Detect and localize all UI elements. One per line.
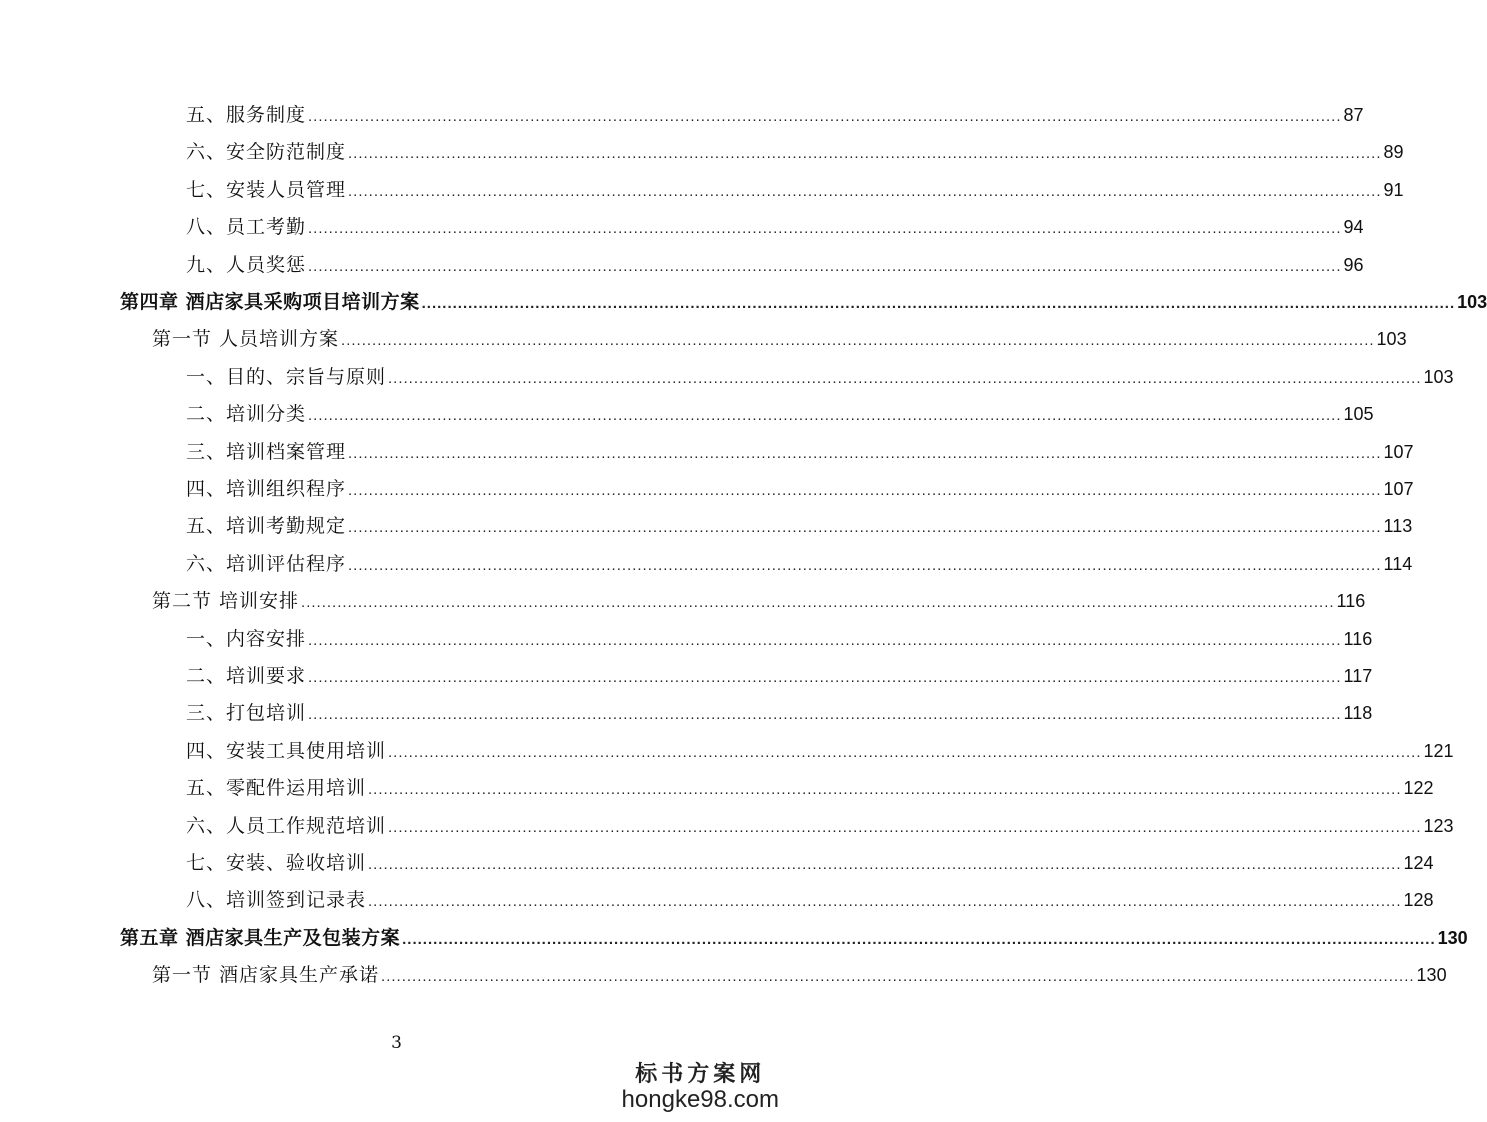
toc-entry-page: 123 [1423,815,1454,836]
toc-entry-page: 103 [1376,329,1407,350]
toc-entry-title: 七、安装、验收培训 [186,852,367,874]
toc-dot-leader: ........................................................................................................................................................................................................ [301,594,1335,612]
toc-entry-page: 121 [1423,740,1454,761]
toc-entry-page: 91 [1383,179,1404,200]
toc-item-row[interactable] [186,437,1414,467]
toc-entry-title: 第四章 酒店家具采购项目培训方案 [120,291,420,313]
toc-dot-leader: ........................................................................................................................................................................................................ [308,220,1342,238]
toc-dot-leader: ........................................................................................................................................................................................................ [368,856,1402,873]
toc-entry-page: 113 [1383,516,1413,537]
toc-entry-page: 122 [1403,778,1434,799]
toc-dot-leader: ........................................................................................................................................................................................................ [308,669,1342,686]
toc-entry-page: 128 [1403,890,1434,911]
toc-dot-leader: ........................................................................................................................................................................................................ [388,818,1422,836]
toc-dot-leader: ........................................................................................................................................................................................................ [308,631,1342,649]
toc-item-row[interactable] [186,624,1373,654]
toc-dot-leader: ........................................................................................................................................................................................................ [368,893,1402,911]
toc-entry-page: 94 [1343,217,1364,238]
toc-item-row[interactable] [186,811,1454,841]
toc-entry-title: 六、培训评估程序 [186,552,347,575]
toc-entry-title: 二、培训分类 [186,403,307,426]
watermark-url: hongke98.com [621,1086,779,1113]
toc-entry-page: 103 [1457,292,1487,312]
toc-entry-page: 107 [1383,479,1414,499]
toc-entry-page: 118 [1343,703,1373,724]
toc-item-row[interactable] [186,100,1364,130]
toc-dot-leader: ........................................................................................................................................................................................................ [308,257,1342,275]
toc-entry-title: 第二节 培训安排 [152,590,300,613]
toc-entry-title: 一、目的、宗旨与原则 [186,365,387,388]
toc-entry-page: 105 [1343,404,1374,425]
toc-entry-title: 四、培训组织程序 [186,478,347,500]
toc-chapter-row[interactable] [120,923,1468,953]
toc-item-row[interactable] [186,137,1404,167]
toc-dot-leader: ........................................................................................................................................................................................................ [308,407,1342,425]
toc-entry-title: 五、培训考勤规定 [186,515,347,538]
toc-entry-page: 130 [1437,927,1468,948]
toc-entry-title: 三、打包培训 [186,702,307,725]
toc-entry-page: 96 [1343,254,1364,275]
toc-item-row[interactable] [186,212,1364,242]
toc-entry-title: 第一节 酒店家具生产承诺 [152,964,380,987]
toc-dot-leader: ........................................................................................................................................................................................................ [308,706,1342,724]
toc-item-row[interactable] [186,549,1413,579]
toc-entry-title: 五、服务制度 [186,104,307,126]
watermark [622,1057,779,1114]
toc-entry-page: 130 [1416,965,1447,986]
toc-dot-leader: ........................................................................................................................................................................................................ [381,968,1415,986]
watermark-title: 标书方案网 [635,1061,766,1087]
toc-dot-leader: ........................................................................................................................................................................................................ [402,930,1436,948]
toc-entry-title: 八、员工考勤 [186,216,307,239]
toc-item-row[interactable] [186,661,1373,691]
toc-dot-leader: ........................................................................................................................................................................................................ [388,743,1422,761]
toc-entry-page: 89 [1383,142,1404,163]
toc-item-row[interactable] [186,736,1454,766]
toc-entry-page: 116 [1336,591,1366,612]
toc-item-row[interactable] [186,511,1413,541]
toc-item-row[interactable] [186,848,1434,878]
toc-item-row[interactable] [186,885,1434,915]
toc-dot-leader: ........................................................................................................................................................................................................ [421,295,1456,312]
toc-entry-title: 三、培训档案管理 [186,440,347,463]
toc-dot-leader: ........................................................................................................................................................................................................ [348,482,1382,499]
toc-item-row[interactable] [186,474,1414,504]
toc-entry-title: 六、安全防范制度 [186,141,347,164]
toc-section-row[interactable] [152,324,1407,354]
toc-item-row[interactable] [186,175,1404,205]
toc-item-row[interactable] [186,399,1374,429]
toc-entry-title: 二、培训要求 [186,665,307,687]
toc-entry-title: 第五章 酒店家具生产及包装方案 [120,926,401,949]
toc-dot-leader: ........................................................................................................................................................................................................ [341,332,1375,350]
toc-dot-leader: ........................................................................................................................................................................................................ [348,556,1382,574]
toc-entry-title: 五、零配件运用培训 [186,777,367,800]
toc-dot-leader: ........................................................................................................................................................................................................ [308,108,1342,125]
toc-dot-leader: ........................................................................................................................................................................................................ [348,145,1382,163]
toc-item-row[interactable] [186,698,1373,728]
toc-entry-title: 四、安装工具使用培训 [186,739,387,762]
toc-dot-leader: ........................................................................................................................................................................................................ [348,519,1382,537]
toc-entry-title: 八、培训签到记录表 [186,889,367,912]
toc-entry-title: 七、安装人员管理 [186,178,347,201]
toc-chapter-row[interactable] [120,287,1487,317]
toc-item-row[interactable] [186,362,1454,392]
toc-item-row[interactable] [186,250,1364,280]
toc-entry-title: 九、人员奖惩 [186,253,307,276]
toc-section-row[interactable] [152,960,1447,990]
toc-dot-leader: ........................................................................................................................................................................................................ [368,781,1402,799]
toc-dot-leader: ........................................................................................................................................................................................................ [348,444,1382,462]
toc-entry-page: 116 [1343,628,1373,649]
page-number: 3 [391,1033,402,1053]
toc-item-row[interactable] [186,773,1434,803]
toc-dot-leader: ........................................................................................................................................................................................................ [348,182,1382,200]
toc-dot-leader: ........................................................................................................................................................................................................ [388,369,1422,387]
toc-entry-page: 124 [1403,853,1434,873]
toc-entry-title: 第一节 人员培训方案 [152,328,340,351]
toc-entry-page: 107 [1383,441,1414,462]
toc-entry-page: 117 [1343,666,1373,686]
toc-entry-page: 103 [1423,366,1454,387]
toc-section-row[interactable] [152,586,1366,616]
toc-entry-title: 六、人员工作规范培训 [186,814,387,837]
toc-entry-page: 87 [1343,105,1364,125]
toc-entry-page: 114 [1383,553,1413,574]
toc-entry-title: 一、内容安排 [186,627,307,650]
